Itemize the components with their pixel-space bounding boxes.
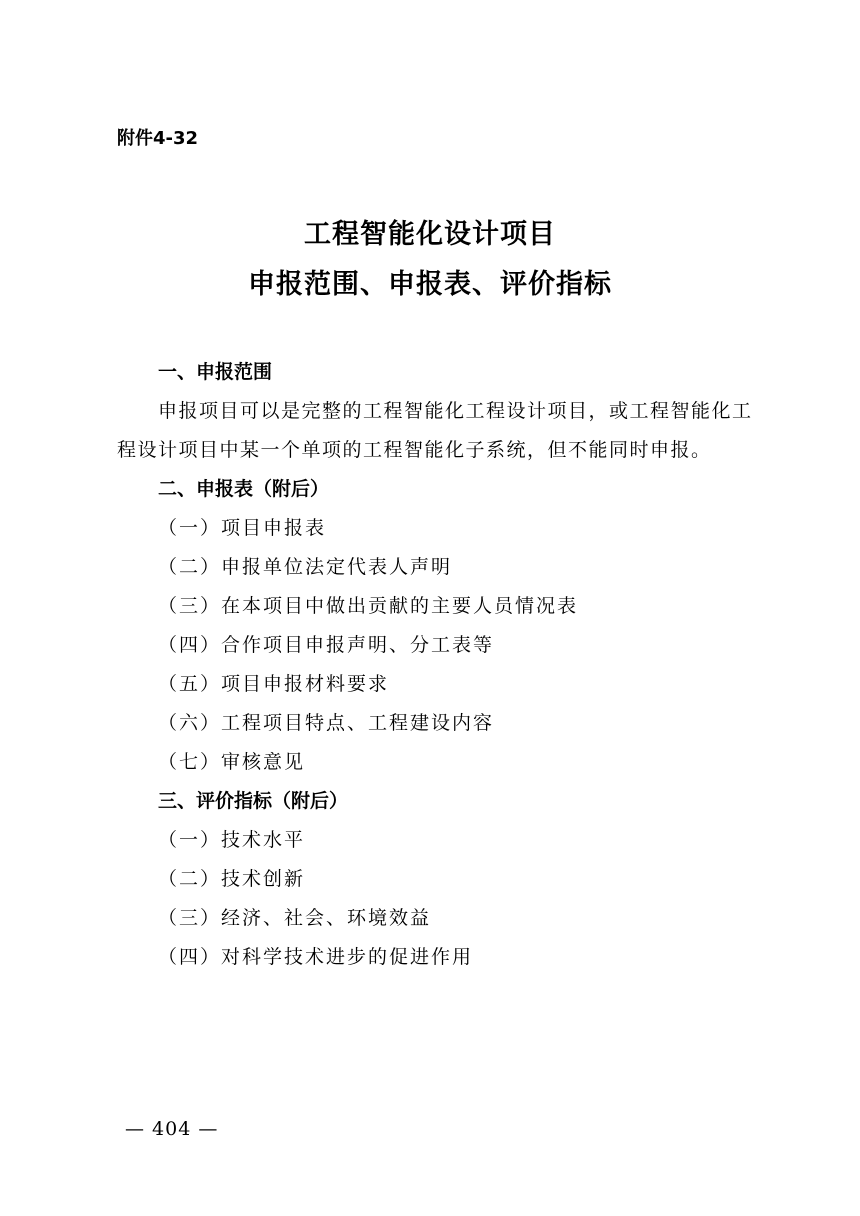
list-item: （一）技术水平 [158, 829, 306, 851]
section-heading-indicators: 三、评价指标（附后） [158, 790, 349, 812]
document-title-line-1: 工程智能化设计项目 [304, 219, 556, 250]
list-item: （七）审核意见 [158, 751, 306, 773]
page-number: — 404 — [125, 1118, 219, 1140]
scope-paragraph: 申报项目可以是完整的工程智能化工程设计项目，或工程智能化工程设计项目中某一个单项的工程智能化子系统，但不能同时申报。 [117, 400, 753, 461]
list-item: （二）申报单位法定代表人声明 [158, 556, 453, 578]
list-item: （六）工程项目特点、工程建设内容 [158, 712, 495, 734]
list-item: （四）合作项目申报声明、分工表等 [158, 634, 495, 656]
list-item: （四）对科学技术进步的促进作用 [158, 946, 474, 968]
list-item: （一）项目申报表 [158, 517, 327, 539]
list-item: （三）经济、社会、环境效益 [158, 907, 432, 929]
list-item: （五）项目申报材料要求 [158, 673, 390, 695]
section-heading-forms: 二、申报表（附后） [158, 478, 330, 500]
list-item: （二）技术创新 [158, 868, 306, 890]
attachment-label: 附件4-32 [117, 128, 199, 149]
list-item: （三）在本项目中做出贡献的主要人员情况表 [158, 595, 579, 617]
document-title-line-2: 申报范围、申报表、评价指标 [248, 269, 612, 300]
section-heading-scope: 一、申报范围 [158, 361, 273, 383]
